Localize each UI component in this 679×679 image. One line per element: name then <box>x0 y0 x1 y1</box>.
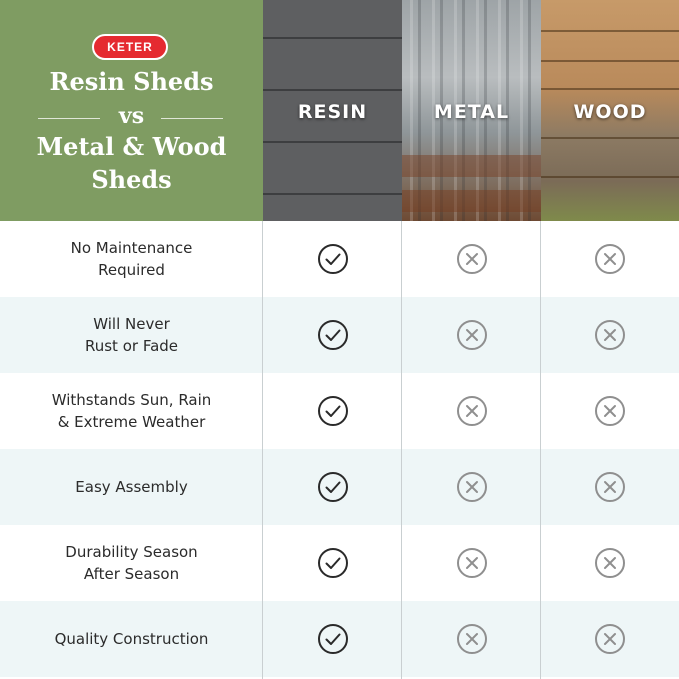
metal-cell <box>402 525 541 601</box>
column-divider <box>540 221 541 679</box>
resin-cell <box>263 525 402 601</box>
x-circle-icon <box>456 243 488 275</box>
resin-cell <box>263 449 402 525</box>
metal-cell <box>402 449 541 525</box>
check-circle-icon <box>317 623 349 655</box>
title-panel <box>0 0 263 221</box>
column-divider <box>262 221 263 679</box>
check-circle-icon <box>317 243 349 275</box>
metal-cell <box>402 297 541 373</box>
check-circle-icon <box>317 319 349 351</box>
metal-cell <box>402 373 541 449</box>
table-row <box>0 601 679 677</box>
x-circle-icon <box>594 243 626 275</box>
check-circle-icon <box>317 547 349 579</box>
resin-column-header <box>263 0 402 221</box>
feature-cell <box>0 449 263 525</box>
metal-column-header <box>402 0 541 221</box>
wood-cell <box>541 525 679 601</box>
column-divider <box>401 221 402 679</box>
feature-label: Will Never Rust or Fade <box>84 315 179 355</box>
x-circle-icon <box>456 319 488 351</box>
metal-cell <box>402 601 541 677</box>
table-row <box>0 525 679 601</box>
feature-label: Durability Season After Season <box>65 543 198 583</box>
feature-label: No Maintenance Required <box>70 239 193 279</box>
resin-cell <box>263 373 402 449</box>
resin-cell <box>263 221 402 297</box>
x-circle-icon <box>594 623 626 655</box>
table-row <box>0 373 679 449</box>
table-row <box>0 221 679 297</box>
metal-label: METAL <box>433 101 510 123</box>
table-row <box>0 297 679 373</box>
vs-divider-right <box>161 118 223 119</box>
feature-cell <box>0 525 263 601</box>
feature-cell <box>0 601 263 677</box>
check-circle-icon <box>317 395 349 427</box>
resin-label: RESIN <box>297 101 368 123</box>
feature-label: Easy Assembly <box>75 478 188 496</box>
x-circle-icon <box>456 623 488 655</box>
x-circle-icon <box>594 319 626 351</box>
feature-label: Withstands Sun, Rain & Extreme Weather <box>51 391 212 431</box>
feature-cell <box>0 297 263 373</box>
check-circle-icon <box>317 471 349 503</box>
wood-cell <box>541 297 679 373</box>
resin-cell <box>263 601 402 677</box>
title-vs: vs <box>118 103 145 129</box>
title-line-1: Resin Sheds <box>49 67 214 96</box>
wood-label: WOOD <box>573 101 647 123</box>
x-circle-icon <box>456 547 488 579</box>
comparison-header <box>0 0 679 221</box>
wood-column-header <box>541 0 679 221</box>
feature-label: Quality Construction <box>54 630 209 648</box>
wood-cell <box>541 221 679 297</box>
keter-logo: KETER <box>92 34 168 60</box>
title-line-4: Sheds <box>91 165 172 194</box>
metal-cell <box>402 221 541 297</box>
x-circle-icon <box>594 395 626 427</box>
feature-cell <box>0 373 263 449</box>
x-circle-icon <box>456 471 488 503</box>
resin-cell <box>263 297 402 373</box>
x-circle-icon <box>594 471 626 503</box>
wood-cell <box>541 601 679 677</box>
wood-cell <box>541 449 679 525</box>
x-circle-icon <box>456 395 488 427</box>
feature-cell <box>0 221 263 297</box>
wood-cell <box>541 373 679 449</box>
title-line-3: Metal & Wood <box>36 132 227 161</box>
comparison-table <box>0 221 679 677</box>
table-row <box>0 449 679 525</box>
x-circle-icon <box>594 547 626 579</box>
